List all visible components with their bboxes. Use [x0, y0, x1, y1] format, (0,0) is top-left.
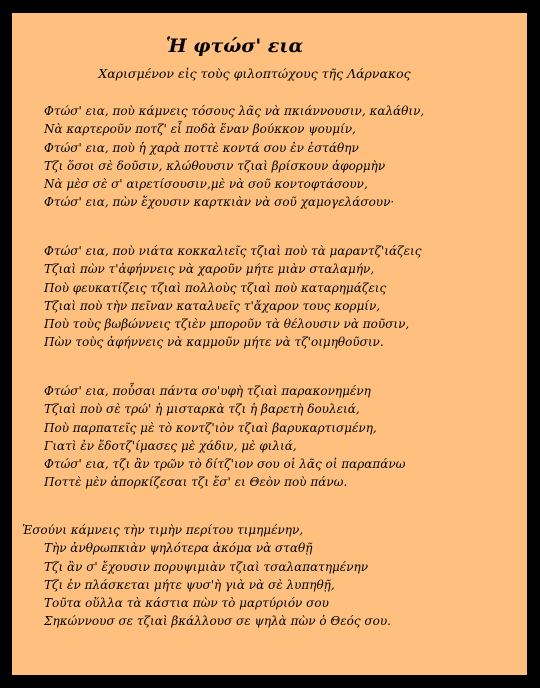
stanza-3: [44, 382, 521, 492]
poem-line: Σηκώννουσ σε τζιαὶ βκάλλουσ σε ψηλὰ πὼν ὁ Θεός σου.: [44, 614, 391, 629]
poem-line: Νὰ μὲσ σὲ σ' αιρετίσουσιν,μὲ νὰ σοῦ κοντοφτάσουν,: [44, 177, 368, 192]
poem-dedication: Χαρισμένον εἰς τοὺς φιλοπτώχους τῆς Λάρνακος: [98, 66, 411, 81]
poem-line: Ποὺ παρπατεῖς μὲ τὸ κοντζ'ιὸν τζιαὶ βαρυκαρτισμένη,: [44, 420, 377, 435]
poem-line: Φτώσ' εια, ποὺ κάμνεις τόσους λᾶς νὰ πκιάννουσιν, καλάθιν,: [44, 104, 425, 118]
poem-line: Νὰ καρτεροῦν ποτζ' εἶ ποδὰ ἕναν βούκκον ψουμίν,: [44, 122, 356, 137]
poem-line: Πὼν τοὺς ἀφήννεις νὰ καμμοῦν μήτε νὰ τζ'οιμηθοῦσιν.: [44, 335, 384, 350]
poem-line: Ποὺ φευκατίζεις τζιαὶ πολλοὺς τζιαὶ ποὺ καταρημάζεις: [44, 280, 387, 295]
poem-line: Τζιαὶ πὼν τ'ἀφήννεις νὰ χαροῦν μήτε μιὰν σταλαμήν,: [44, 262, 375, 277]
stanza-2: [44, 242, 521, 352]
stanza-1: [44, 102, 521, 212]
poem-line: Τζι ἐν πλάσκεται μήτε ψυσ'ὴ γιὰ νὰ σὲ λυπηθῇ,: [44, 577, 335, 592]
poem-line: Τοῦτα οὕλλα τὰ κάστια πὼν τὸ μαρτύριόν σου: [44, 596, 329, 611]
poem-title: Ἡ φτώσ' εια: [165, 35, 304, 57]
poem-line: Φτώσ' εια, τζι ἂν τρῶν τὸ δίτζ'ιον σου οἱ λᾶς οἱ παραπάνω: [44, 457, 406, 472]
poem-line: Τζι ὅσοι σὲ δοῦσιν, κλώθουσιν τζιαὶ βρίσκουν ἀφορμὴν: [44, 158, 386, 173]
poem-line: Τζι ἂν σ' ἔχουσιν πορυψιμιὰν τζιαὶ τσαλαπατημένην: [44, 559, 369, 574]
poem-page: [12, 13, 527, 675]
poem-line: Φτώσ' εια, ποὺ νιάτα κοκκαλιεῖς τζιαὶ ποὺ τὰ μαραντζ'ιάζεις: [44, 244, 422, 258]
poem-line: Τζιαὶ ποὺ τὴν πεῖναν καταλυεῖς τ'ἄχαρον τους κορμίν,: [44, 298, 381, 313]
poem-line: Ποὺ τοὺς βωβώννεις τζιὲν μποροῦν τὰ θέλουσιν νὰ ποῦσιν,: [44, 317, 410, 332]
poem-line: Γιατὶ ἐν ἔδοτζ'ίμασες μὲ χάδιν, μὲ φιλιά,: [44, 438, 297, 453]
stanza-4: [22, 521, 521, 631]
poem-line: Τὴν ἀνθρωπκιὰν ψηλότερα ἀκόμα νὰ σταθῇ: [44, 541, 313, 556]
poem-line: Φτώσ' εια, ποὺ ἡ χαρὰ ποττὲ κοντά σου ἐν ἐστάθην: [44, 140, 359, 155]
poem-line: Τζιαὶ ποὺ σὲ τρώ' ἡ μισταρκὰ τζι ἡ βαρετὴ δουλειά,: [44, 402, 360, 417]
poem-line: Ποττὲ μὲν ἀπορκίζεσαι τζι ἔσ' ει Θεὸν ποὺ πάνω.: [44, 475, 348, 490]
poem-line: Φτώσ' εια, ποὖσαι πάντα σο'υφὴ τζιαὶ παρακονημένη: [44, 384, 371, 398]
poem-line: Φτώσ' εια, πὼν ἔχουσιν καρτκιὰν νὰ σοῦ χαμογελάσουν·: [44, 195, 395, 210]
poem-line: Ἐσούνι κάμνεις τὴν τιμὴν περίτου τιμημένην,: [22, 523, 304, 537]
